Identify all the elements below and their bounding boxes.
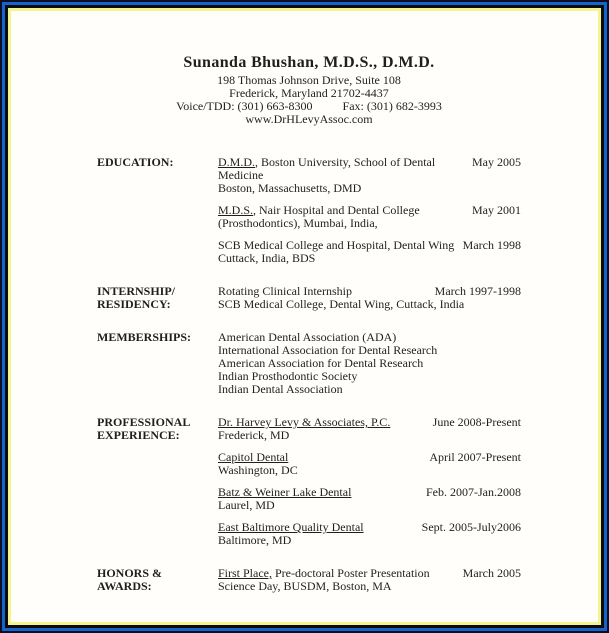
entry-title-rest: , Boston University, School of Dental Medicine bbox=[218, 155, 436, 182]
section-label-line: AWARDS: bbox=[97, 579, 152, 593]
entry-title-rest: SCB Medical College and Hospital, Dental Wing bbox=[218, 238, 455, 252]
membership-item: Indian Dental Association bbox=[218, 382, 343, 396]
membership-entries bbox=[218, 331, 521, 405]
person-name: Sunanda Bhushan, M.D.S., D.M.D. bbox=[183, 54, 435, 71]
entry-detail: (Prosthodontics), Mumbai, India, bbox=[218, 216, 378, 230]
membership-list bbox=[218, 331, 521, 396]
section-internship-residency bbox=[97, 285, 521, 320]
section-label-memberships bbox=[97, 331, 218, 405]
entry-date: May 2001 bbox=[472, 203, 521, 217]
page-border-blue bbox=[2, 2, 607, 631]
internship-entries bbox=[218, 285, 521, 320]
section-label-line: RESIDENCY: bbox=[97, 297, 171, 311]
section-label-experience bbox=[97, 416, 218, 556]
website-url: www.DrHLevyAssoc.com bbox=[245, 112, 373, 126]
section-label-line: INTERNSHIP/ bbox=[97, 284, 176, 298]
entry-date: April 2007-Present bbox=[429, 450, 521, 464]
membership-item: Indian Prosthodontic Society bbox=[218, 369, 358, 383]
section-label-education bbox=[97, 156, 218, 274]
entry-detail: Cuttack, India, BDS bbox=[218, 251, 316, 265]
section-education bbox=[97, 156, 521, 274]
entry-date: March 1998 bbox=[462, 238, 521, 252]
membership-item: American Association for Dental Research bbox=[218, 356, 424, 370]
education-entry bbox=[218, 204, 521, 230]
honors-entries bbox=[218, 567, 521, 602]
experience-entries bbox=[218, 416, 521, 556]
entry-title-rest: , Nair Hospital and Dental College bbox=[253, 203, 420, 217]
entry-detail: SCB Medical College, Dental Wing, Cuttack, India bbox=[218, 297, 465, 311]
employer-name: Batz & Weiner Lake Dental bbox=[218, 485, 352, 499]
entry-detail: Boston, Massachusetts, DMD bbox=[218, 181, 362, 195]
entry-date: March 2005 bbox=[462, 566, 521, 580]
voice-tdd-number: Voice/TDD: (301) 663-8300 bbox=[176, 99, 313, 113]
entry-date: May 2005 bbox=[472, 155, 521, 169]
fax-number: Fax: (301) 682-3993 bbox=[342, 99, 442, 113]
entry-date: Feb. 2007-Jan.2008 bbox=[426, 485, 521, 499]
internship-entry bbox=[218, 285, 521, 311]
entry-detail: Science Day, BUSDM, Boston, MA bbox=[218, 579, 392, 593]
experience-entry bbox=[218, 486, 521, 512]
section-memberships bbox=[97, 331, 521, 405]
education-entry bbox=[218, 239, 521, 265]
membership-item: American Dental Association (ADA) bbox=[218, 330, 397, 344]
entry-title-rest: Rotating Clinical Internship bbox=[218, 284, 352, 298]
section-label-line: PROFESSIONAL bbox=[97, 415, 191, 429]
entry-location: Washington, DC bbox=[218, 463, 298, 477]
section-professional-experience bbox=[97, 416, 521, 556]
entry-title-underlined: D.M.D. bbox=[218, 155, 256, 169]
experience-entry bbox=[218, 451, 521, 477]
entry-title-underlined: M.D.S. bbox=[218, 203, 254, 217]
address-line-1: 198 Thomas Johnson Drive, Suite 108 bbox=[217, 73, 401, 87]
entry-row bbox=[218, 156, 521, 182]
section-label-line: MEMBERSHIPS: bbox=[97, 330, 192, 344]
experience-entry bbox=[218, 521, 521, 547]
section-label-line: EXPERIENCE: bbox=[97, 428, 180, 442]
honors-entry bbox=[218, 567, 521, 593]
resume-header bbox=[97, 53, 521, 126]
section-label-honors bbox=[97, 567, 218, 602]
entry-date: March 1997-1998 bbox=[434, 284, 521, 298]
membership-item: International Association for Dental Research bbox=[218, 343, 438, 357]
education-entry bbox=[218, 156, 521, 195]
employer-name: Dr. Harvey Levy & Associates, P.C. bbox=[218, 415, 391, 429]
entry-title bbox=[218, 156, 472, 182]
experience-entry bbox=[218, 416, 521, 442]
address-line-2: Frederick, Maryland 21702-4437 bbox=[229, 86, 389, 100]
employer-name: East Baltimore Quality Dental bbox=[218, 520, 364, 534]
entry-title-rest: Pre-doctoral Poster Presentation bbox=[272, 566, 430, 580]
page-border-yellow bbox=[8, 8, 601, 625]
section-honors-awards bbox=[97, 567, 521, 602]
entry-location: Baltimore, MD bbox=[218, 533, 292, 547]
entry-location: Laurel, MD bbox=[218, 498, 275, 512]
employer-name: Capitol Dental bbox=[218, 450, 289, 464]
section-label-line: HONORS & bbox=[97, 566, 163, 580]
entry-location: Frederick, MD bbox=[218, 428, 290, 442]
resume-body bbox=[97, 156, 521, 602]
section-label-internship bbox=[97, 285, 218, 320]
award-name: First Place, bbox=[218, 566, 272, 580]
entry-date: June 2008-Present bbox=[432, 415, 521, 429]
section-label-line: EDUCATION: bbox=[97, 155, 174, 169]
resume-page bbox=[11, 11, 598, 622]
entry-date: Sept. 2005-July2006 bbox=[421, 520, 521, 534]
page-border-black bbox=[5, 5, 604, 628]
education-entries bbox=[218, 156, 521, 274]
